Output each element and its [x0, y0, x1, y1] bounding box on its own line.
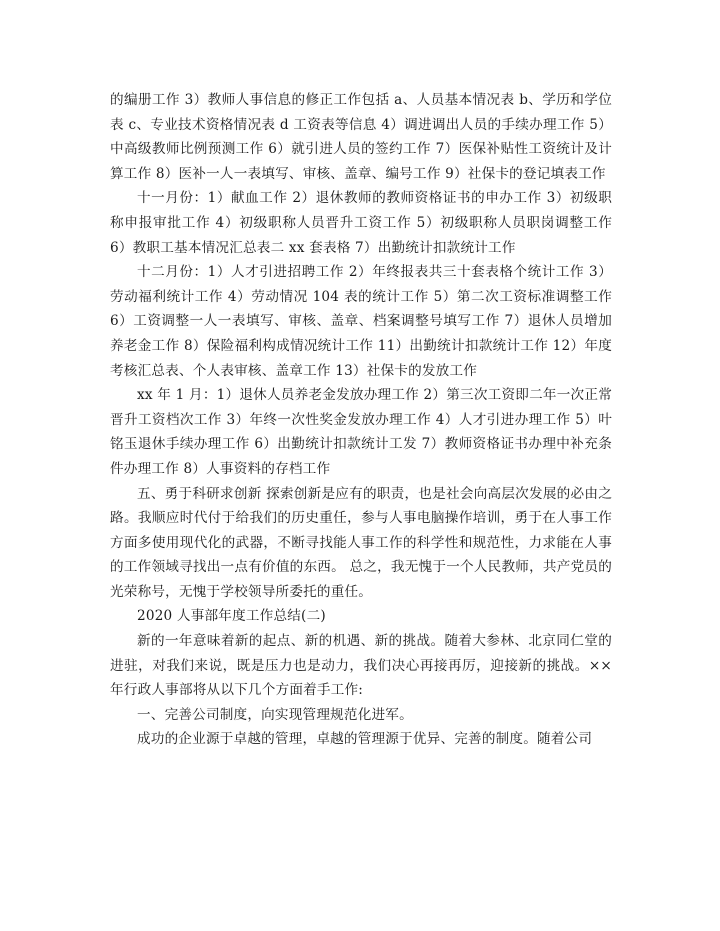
document-body [110, 88, 612, 752]
paragraph-innovation: 五、勇于科研求创新 探索创新是应有的职责，也是社会向高层次发展的必由之路。我顺应时代付于给我们的历史重任，参与人事电脑操作培训，勇于在人事工作方面多使用现代化的武器，不断寻找能人事工作的科学性和规范性，力求能在人事的工作领域寻找出一点有价值的东西。 总之，我无愧于一个人民教师，共产党员的光荣称号，无愧于学校领导所委托的重任。 [110, 485, 612, 600]
paragraph-point-one: 一、完善公司制度，向实现管理规范化进军。 [137, 706, 413, 723]
paragraph-january: xx 年 1 月：1）退休人员养老金发放办理工作 2）第三次工资即二年一次正常晋升工资档次工作 3）年终一次性奖金发放办理工作 4）人才引进办理工作 5）叶铭玉退休手续办理工作 6）出勤统计扣款统计工发 7）教师资格证书办理中补充条件办理工作 8）人事资料的存档工作 [110, 387, 612, 477]
paragraph-new-year: 新的一年意味着新的起点、新的机遇、新的挑战。随着大参林、北京同仁堂的进驻，对我们来说，既是压力也是动力，我们决心再接再厉，迎接新的挑战。××年行政人事部将从以下几个方面着手工作: [110, 633, 612, 699]
paragraph-december: 十二月份：1）人才引进招聘工作 2）年终报表共三十套表格个统计工作 3）劳动福利统计工作 4）劳动情况 104 表的统计工作 5）第二次工资标准调整工作 6）工资调整一人一表填写、审核、盖章、档案调整号填写工作 7）退休人员增加养老金工作 8）保险福利构成情况统计工作 11）出勤统计扣款统计工作 12）年度考核汇总表、个人表审核、盖章工作 13）社保卡的发放工作 [110, 264, 612, 379]
paragraph-work-list-continued: 的编册工作 3）教师人事信息的修正工作包括 a、人员基本情况表 b、学历和学位表 c、专业技术资格情况表 d 工资表等信息 4）调进调出人员的手续办理工作 5）中高级教师比例预测工作 6）就引进人员的签约工作 7）医保补贴性工资统计及计算工作 8）医补一人一表填写、审核、盖章、编号工作 9）社保卡的登记填表工作 [110, 92, 612, 182]
section-title: 2020 人事部年度工作总结(二) [137, 608, 326, 625]
paragraph-november: 十一月份：1）献血工作 2）退休教师的教师资格证书的申办工作 3）初级职称申报审批工作 4）初级职称人员晋升工资工作 5）初级职称人员职岗调整工作 6）教职工基本情况汇总表二 xx 套表格 7）出勤统计扣款统计工作 [110, 190, 612, 256]
paragraph-management: 成功的企业源于卓越的管理，卓越的管理源于优异、完善的制度。随着公司 [137, 731, 593, 748]
